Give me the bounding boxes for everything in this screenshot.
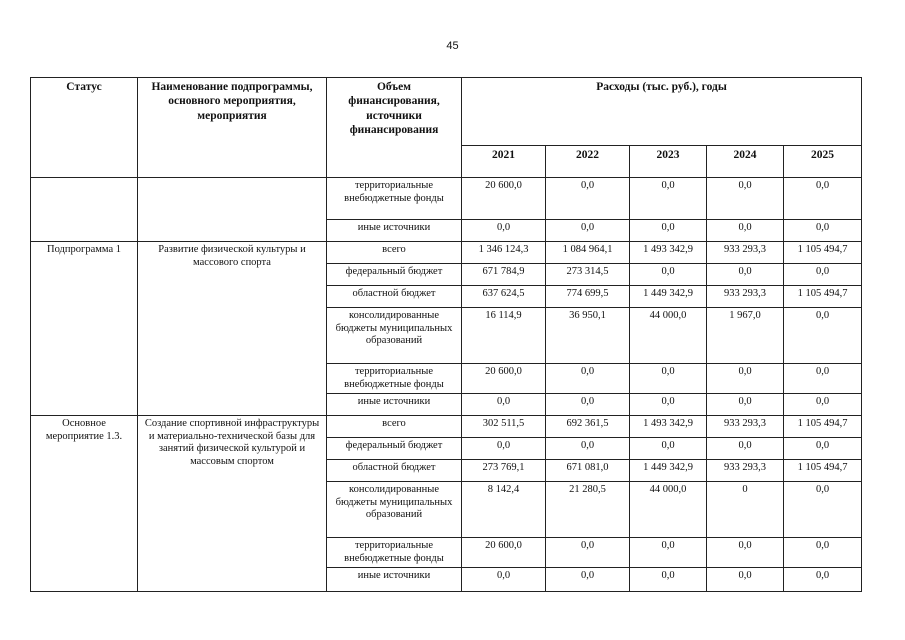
value-cell-2025: 0,0 xyxy=(784,220,862,242)
value-cell-2025: 1 105 494,7 xyxy=(784,416,862,438)
value-cell-2021: 671 784,9 xyxy=(462,264,546,286)
value-cell-2022: 36 950,1 xyxy=(546,308,630,364)
table-row xyxy=(31,178,862,220)
value-cell-2024: 1 967,0 xyxy=(707,308,784,364)
source-cell: консолидированные бюджеты муниципальных образований xyxy=(327,482,462,538)
value-cell-2021: 1 346 124,3 xyxy=(462,242,546,264)
source-cell: территориальные внебюджетные фонды xyxy=(327,364,462,394)
value-cell-2025: 0,0 xyxy=(784,394,862,416)
value-cell-2025: 0,0 xyxy=(784,438,862,460)
name-cell xyxy=(138,178,327,242)
value-cell-2022: 1 084 964,1 xyxy=(546,242,630,264)
value-cell-2021: 0,0 xyxy=(462,394,546,416)
value-cell-2022: 671 081,0 xyxy=(546,460,630,482)
value-cell-2024: 0,0 xyxy=(707,394,784,416)
value-cell-2023: 0,0 xyxy=(630,264,707,286)
value-cell-2023: 0,0 xyxy=(630,438,707,460)
value-cell-2025: 0,0 xyxy=(784,568,862,592)
table-body xyxy=(31,178,862,592)
value-cell-2021: 0,0 xyxy=(462,568,546,592)
page-number: 45 xyxy=(446,40,459,52)
value-cell-2025: 1 105 494,7 xyxy=(784,242,862,264)
source-cell: иные источники xyxy=(327,220,462,242)
source-cell: территориальные внебюджетные фонды xyxy=(327,178,462,220)
value-cell-2023: 1 493 342,9 xyxy=(630,416,707,438)
value-cell-2022: 0,0 xyxy=(546,538,630,568)
value-cell-2022: 0,0 xyxy=(546,568,630,592)
value-cell-2023: 0,0 xyxy=(630,538,707,568)
value-cell-2021: 0,0 xyxy=(462,438,546,460)
value-cell-2024: 0,0 xyxy=(707,538,784,568)
header-status: Статус xyxy=(31,78,138,178)
value-cell-2025: 0,0 xyxy=(784,178,862,220)
source-cell: иные источники xyxy=(327,568,462,592)
name-cell: Создание спортивной инфраструктуры и материально-технической базы для занятий физической культурой и массовым спортом xyxy=(138,416,327,592)
status-cell: Основное мероприятие 1.3. xyxy=(31,416,138,592)
value-cell-2023: 1 449 342,9 xyxy=(630,286,707,308)
value-cell-2025: 0,0 xyxy=(784,364,862,394)
value-cell-2023: 0,0 xyxy=(630,220,707,242)
value-cell-2025: 0,0 xyxy=(784,308,862,364)
value-cell-2022: 273 314,5 xyxy=(546,264,630,286)
value-cell-2021: 8 142,4 xyxy=(462,482,546,538)
value-cell-2021: 273 769,1 xyxy=(462,460,546,482)
value-cell-2021: 20 600,0 xyxy=(462,178,546,220)
budget-table xyxy=(30,77,862,592)
value-cell-2022: 774 699,5 xyxy=(546,286,630,308)
source-cell: всего xyxy=(327,242,462,264)
value-cell-2024: 933 293,3 xyxy=(707,242,784,264)
value-cell-2025: 1 105 494,7 xyxy=(784,460,862,482)
source-cell: федеральный бюджет xyxy=(327,438,462,460)
value-cell-2024: 0,0 xyxy=(707,438,784,460)
value-cell-2024: 933 293,3 xyxy=(707,460,784,482)
value-cell-2021: 16 114,9 xyxy=(462,308,546,364)
header-expenses: Расходы (тыс. руб.), годы xyxy=(462,78,862,146)
value-cell-2025: 1 105 494,7 xyxy=(784,286,862,308)
header-name: Наименование подпрограммы, основного мероприятия, мероприятия xyxy=(138,78,327,178)
value-cell-2024: 0,0 xyxy=(707,178,784,220)
value-cell-2025: 0,0 xyxy=(784,482,862,538)
value-cell-2024: 0 xyxy=(707,482,784,538)
name-cell: Развитие физической культуры и массового спорта xyxy=(138,242,327,416)
value-cell-2023: 0,0 xyxy=(630,364,707,394)
value-cell-2023: 44 000,0 xyxy=(630,482,707,538)
header-source: Объем финансирования, источники финансирования xyxy=(327,78,462,178)
value-cell-2024: 0,0 xyxy=(707,220,784,242)
table-row xyxy=(31,242,862,264)
source-cell: федеральный бюджет xyxy=(327,264,462,286)
value-cell-2025: 0,0 xyxy=(784,264,862,286)
value-cell-2022: 0,0 xyxy=(546,220,630,242)
header-year-2022: 2022 xyxy=(546,146,630,178)
header-year-2023: 2023 xyxy=(630,146,707,178)
value-cell-2024: 933 293,3 xyxy=(707,416,784,438)
source-cell: иные источники xyxy=(327,394,462,416)
source-cell: территориальные внебюджетные фонды xyxy=(327,538,462,568)
value-cell-2022: 0,0 xyxy=(546,438,630,460)
value-cell-2021: 637 624,5 xyxy=(462,286,546,308)
value-cell-2024: 0,0 xyxy=(707,568,784,592)
value-cell-2022: 0,0 xyxy=(546,178,630,220)
value-cell-2021: 302 511,5 xyxy=(462,416,546,438)
value-cell-2024: 0,0 xyxy=(707,364,784,394)
header-year-2024: 2024 xyxy=(707,146,784,178)
value-cell-2021: 0,0 xyxy=(462,220,546,242)
value-cell-2023: 1 493 342,9 xyxy=(630,242,707,264)
status-cell: Подпрограмма 1 xyxy=(31,242,138,416)
value-cell-2021: 20 600,0 xyxy=(462,364,546,394)
value-cell-2023: 44 000,0 xyxy=(630,308,707,364)
value-cell-2024: 933 293,3 xyxy=(707,286,784,308)
header-year-2021: 2021 xyxy=(462,146,546,178)
table-row xyxy=(31,416,862,438)
value-cell-2022: 21 280,5 xyxy=(546,482,630,538)
source-cell: областной бюджет xyxy=(327,286,462,308)
source-cell: консолидированные бюджеты муниципальных образований xyxy=(327,308,462,364)
value-cell-2023: 0,0 xyxy=(630,568,707,592)
value-cell-2024: 0,0 xyxy=(707,264,784,286)
source-cell: областной бюджет xyxy=(327,460,462,482)
value-cell-2025: 0,0 xyxy=(784,538,862,568)
value-cell-2021: 20 600,0 xyxy=(462,538,546,568)
value-cell-2022: 0,0 xyxy=(546,394,630,416)
value-cell-2022: 692 361,5 xyxy=(546,416,630,438)
value-cell-2022: 0,0 xyxy=(546,364,630,394)
source-cell: всего xyxy=(327,416,462,438)
value-cell-2023: 0,0 xyxy=(630,178,707,220)
header-year-2025: 2025 xyxy=(784,146,862,178)
status-cell xyxy=(31,178,138,242)
value-cell-2023: 1 449 342,9 xyxy=(630,460,707,482)
value-cell-2023: 0,0 xyxy=(630,394,707,416)
